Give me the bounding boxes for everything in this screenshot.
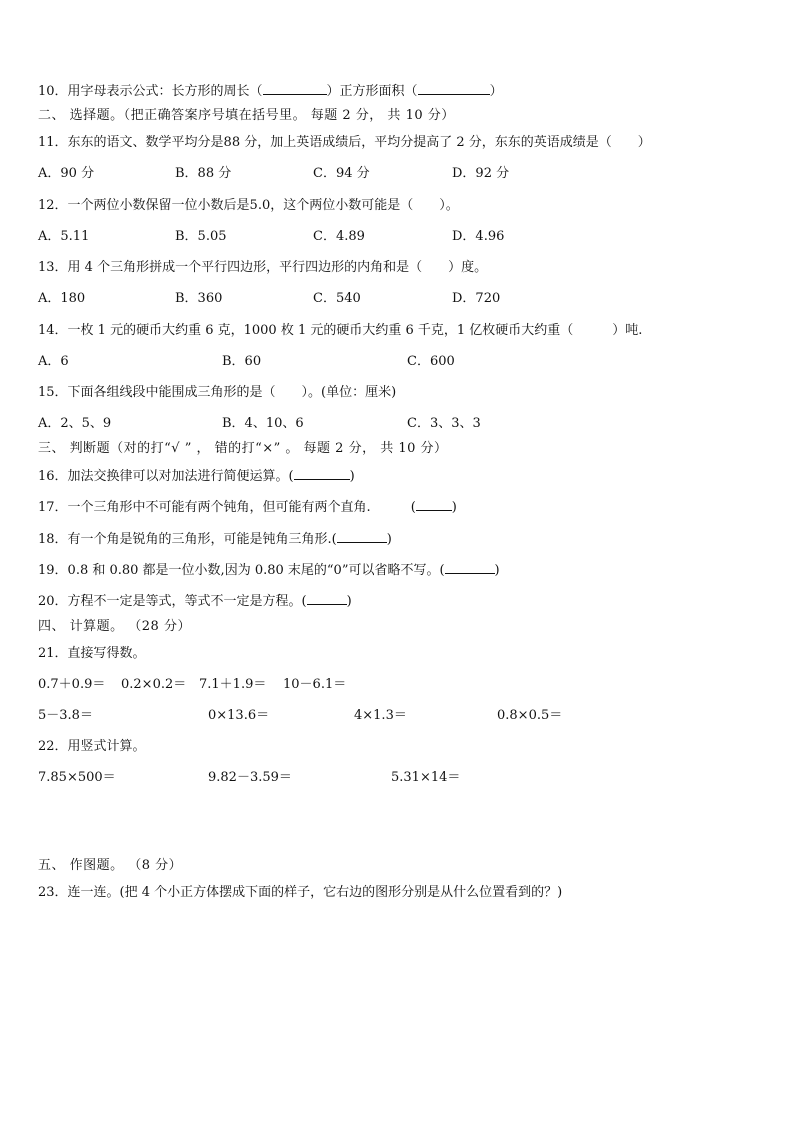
- answer-blank[interactable]: [445, 561, 495, 574]
- calc-item: 5－3.8＝: [38, 708, 93, 723]
- answer-blank[interactable]: [307, 592, 347, 605]
- question-20-end: ): [346, 594, 352, 609]
- question-18: [38, 530, 392, 549]
- question-14: 14．一枚 1 元的硬币大约重 6 克，1000 枚 1 元的硬币大约重 6 千克，1 亿枚硬币大约重（ ）吨.: [38, 323, 643, 338]
- question-16-end: ): [349, 469, 355, 484]
- option-a[interactable]: A．90 分: [38, 166, 95, 181]
- option-b[interactable]: B．4、10、6: [222, 416, 304, 431]
- answer-blank[interactable]: [294, 467, 350, 480]
- question-12: 12．一个两位小数保留一位小数后是5.0，这个两位小数可能是（ ）。: [38, 198, 459, 213]
- calc-item: 0.2×0.2＝: [121, 677, 187, 692]
- option-c[interactable]: C．540: [313, 291, 361, 306]
- option-a[interactable]: A．180: [38, 291, 86, 306]
- option-c[interactable]: C．3、3、3: [407, 416, 481, 431]
- answer-blank[interactable]: [418, 82, 490, 95]
- option-c[interactable]: C．4.89: [313, 229, 365, 244]
- section-4-heading: 四、 计算题。 （28 分）: [38, 619, 191, 634]
- question-19-end: ): [494, 563, 500, 578]
- question-10-mid: ）正方形面积（: [326, 84, 418, 99]
- question-16: [38, 467, 355, 486]
- option-b[interactable]: B．88 分: [175, 166, 232, 181]
- question-13: 13．用 4 个三角形拼成一个平行四边形，平行四边形的内角和是（ ）度。: [38, 260, 488, 275]
- calc-item: 0×13.6＝: [208, 708, 270, 723]
- question-11: 11．东东的语文、数学平均分是88 分，加上英语成绩后，平均分提高了 2 分，东东的英语成绩是（ ）: [38, 135, 651, 150]
- answer-blank[interactable]: [263, 82, 327, 95]
- question-22: 22．用竖式计算。: [38, 739, 146, 754]
- calc-item: 0.8×0.5＝: [497, 708, 563, 723]
- calc-item: 7.85×500＝: [38, 770, 116, 785]
- question-17-end: ): [451, 500, 457, 515]
- option-b[interactable]: B．360: [175, 291, 223, 306]
- question-17-open: (: [410, 500, 416, 515]
- option-a[interactable]: A．2、5、9: [38, 416, 112, 431]
- answer-blank[interactable]: [337, 530, 387, 543]
- question-20-text: 20．方程不一定是等式，等式不一定是方程。(: [38, 594, 307, 609]
- question-23: 23．连一连。(把 4 个小正方体摆成下面的样子，它右边的图形分别是从什么位置看到的？): [38, 885, 563, 900]
- question-19: [38, 561, 500, 580]
- calc-item: 5.31×14＝: [391, 770, 461, 785]
- calc-item: 4×1.3＝: [354, 708, 407, 723]
- question-10: [38, 82, 503, 101]
- question-15: 15．下面各组线段中能围成三角形的是（ ）。(单位：厘米): [38, 385, 397, 400]
- option-a[interactable]: A．6: [38, 354, 69, 369]
- option-c[interactable]: C．94 分: [313, 166, 370, 181]
- question-17-text: 17．一个三角形中不可能有两个钝角，但可能有两个直角.: [38, 500, 371, 515]
- question-10-text: 10．用字母表示公式：长方形的周长（: [38, 84, 263, 99]
- question-18-text: 18．有一个角是锐角的三角形，可能是钝角三角形.(: [38, 532, 337, 547]
- calc-item: 10－6.1＝: [283, 677, 347, 692]
- question-16-text: 16．加法交换律可以对加法进行简便运算。(: [38, 469, 294, 484]
- option-d[interactable]: D．4.96: [452, 229, 505, 244]
- option-a[interactable]: A．5.11: [38, 229, 90, 244]
- section-5-heading: 五、 作图题。 （8 分）: [38, 858, 183, 873]
- option-b[interactable]: B．5.05: [175, 229, 227, 244]
- question-17: [38, 498, 457, 517]
- calc-item: 0.7＋0.9＝: [38, 677, 106, 692]
- question-21: 21．直接写得数。: [38, 646, 146, 661]
- option-c[interactable]: C．600: [407, 354, 455, 369]
- calc-item: 7.1＋1.9＝: [199, 677, 267, 692]
- answer-blank[interactable]: [416, 498, 452, 511]
- option-d[interactable]: D．720: [452, 291, 501, 306]
- question-19-text: 19．0.8 和 0.80 都是一位小数,因为 0.80 末尾的“0”可以省略不写。(: [38, 563, 445, 578]
- section-3-heading: 三、 判断题（对的打“√ ” ， 错的打“×” 。 每题 2 分， 共 10 分）: [38, 441, 448, 456]
- question-18-end: ): [386, 532, 392, 547]
- question-10-end: ）: [489, 84, 503, 99]
- option-d[interactable]: D．92 分: [452, 166, 510, 181]
- question-20: [38, 592, 352, 611]
- section-2-heading: 二、 选择题。（把正确答案序号填在括号里。 每题 2 分， 共 10 分）: [38, 108, 455, 123]
- option-b[interactable]: B．60: [222, 354, 262, 369]
- calc-item: 9.82－3.59＝: [208, 770, 292, 785]
